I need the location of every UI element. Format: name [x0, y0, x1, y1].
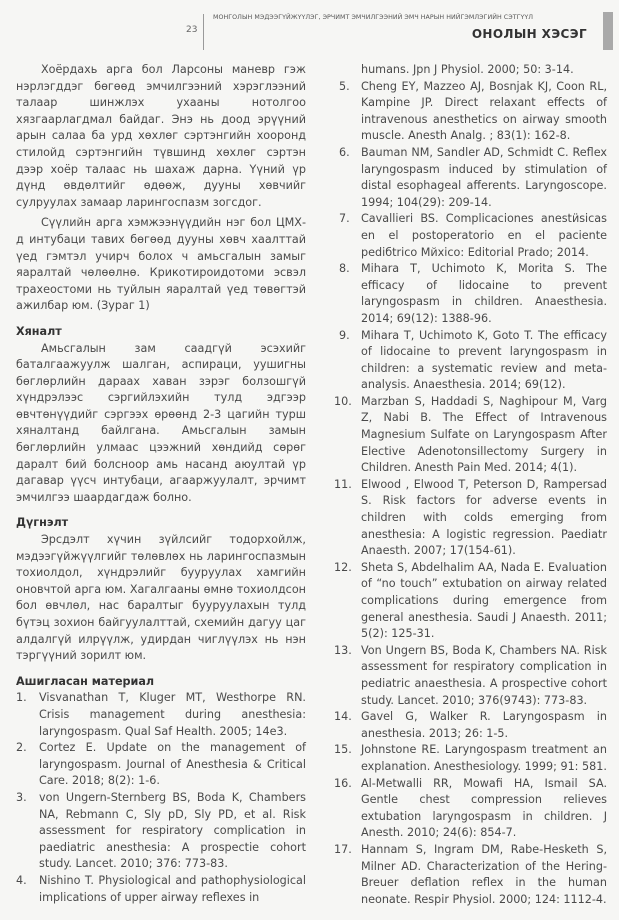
left-column — [16, 62, 306, 906]
reference-number: 13. — [334, 643, 352, 657]
section-tab-marker — [603, 12, 613, 50]
reference-number: 8. — [339, 262, 350, 276]
monitoring-heading: Хяналт — [16, 324, 62, 338]
right-column — [334, 62, 607, 908]
reference-text: Marzban S, Haddadi S, Naghipour M, Varg Z, Nabi B. The Effect of Intravenous Magnesium Sulfate on Laryngospasm After Elective Adenotonsillectomy Surgery in Children. Anesth Pain Med. 2014; 4(1). — [361, 394, 607, 475]
page-header — [0, 0, 619, 52]
reference-number: 14. — [334, 710, 352, 724]
conclusion-heading: Дүгнэлт — [16, 516, 69, 530]
reference-number: 5. — [339, 79, 350, 93]
reference-item — [339, 211, 607, 261]
reference-number: 11. — [334, 477, 352, 491]
references-heading: Ашигласан материал — [16, 674, 155, 688]
reference-text: Hannam S, Ingram DM, Rabe-Hesketh S, Milner AD. Characterization of the Hering-Breuer deflation reflex in the human neonate. Respir Physiol. 2000; 124: 1112-4. — [361, 842, 607, 906]
reference-item — [339, 145, 607, 211]
reference-continuation: humans. Jpn J Physiol. 2000; 50: 3-14. — [361, 63, 574, 76]
reference-item — [16, 690, 306, 740]
reference-item — [339, 261, 607, 327]
reference-text: Mihara T, Uchimoto K, Morita S. The efficacy of lidocaine to prevent laryngospasm in children. Anaesthesia. 2014; 69(12): 1388-96. — [361, 262, 607, 325]
body-paragraph: Сүүлийн арга хэмжээнүүдийн нэг бол ЦМХ-д интубаци тавих бөгөөд дууны хөвч хаалттай үед гэмтэл учирч болох ч амьсгалын замыг яаралтай чөлөөлнө. Крикотироидотоми эсвэл трахеостоми нь туйлын яаралтай үед төвөгтэй ажилбар юм. (Зураг 1) — [16, 216, 306, 313]
reference-list — [334, 79, 607, 909]
reference-number: 9. — [339, 328, 350, 342]
header-divider — [203, 14, 204, 50]
reference-number: 17. — [334, 842, 352, 856]
reference-item — [334, 477, 607, 560]
reference-text: Sheta S, Abdelhalim AA, Nada E. Evaluation of “no touch” extubation on airway related complications during emergence from general anesthesia. Saudi J Anaesth. 2011; 5(2): 125-31. — [361, 560, 607, 641]
reference-item — [16, 873, 306, 906]
section-title: ОНОЛЫН ХЭСЭГ — [471, 27, 587, 41]
reference-item — [334, 560, 607, 643]
reference-text: Al-Metwalli RR, Mowafi HA, Ismail SA. Gentle chest compression relieves extubation laryngospasm in children. J Anesth. 2010; 24(6): 854-7. — [361, 776, 607, 840]
reference-number: 4. — [16, 873, 27, 887]
journal-title: МОНГОЛЫН МЭДЭЭГҮЙЖҮҮЛЭГ, ЭРЧИМТ ЭМЧИЛГЭЭНИЙ ЭМЧ НАРЫН НИЙГЭМЛЭГИЙН СЭТГҮҮЛ — [213, 14, 534, 21]
reference-text: von Ungern-Sternberg BS, Boda K, Chambers NA, Rebmann C, Sly pD, Sly PD, et al. Risk assessment for respiratory complication in paediatric anesthesia: A prospectie cohort study. Lancet. 2010; 376: 773-83. — [39, 790, 306, 871]
reference-item — [339, 79, 607, 145]
reference-text: Von Ungern BS, Boda K, Chambers NA. Risk assessment for respiratory complication in pediatric anaesthesia. A prospective cohort study. Lancet. 2010; 376(9743): 773-83. — [361, 643, 607, 707]
page-number: 23 — [186, 25, 198, 35]
reference-number: 15. — [334, 743, 352, 757]
conclusion-paragraph: Эрсдэлт хүчин зүйлсийг тодорхойлж, мэдээгүйжүүлгийг төлөвлөх нь ларингоспазмын тохиолдол, хүндрэлийг бууруулах хамгийн оновчтой арга юм. Хагалгааны өмнө тохиолдсон бол өвчлөл, нас баралтыг бууруулахын тулд бүтэц зохион байгуулалттай, схемийн дагуу цаг алдалгүй илрүүлж, удирдан чиглүүлэх нь нэн тэргүүний зорилт юм. — [16, 533, 306, 663]
reference-text: Johnstone RE. Laryngospasm treatment an explanation. Anesthesiology. 1999; 91: 581. — [361, 743, 607, 773]
reference-number: 3. — [16, 790, 27, 804]
body-paragraph: Хоёрдахь арга бол Ларсоны маневр гэж нэрлэгддэг бөгөөд эмчилгээний хэрэглээний талаар шинжлэх ухааны нотолгоо хязгаарлагдмал байдаг. Энэ нь доод эрүүний арын салаа ба урд хөхлөг сэртэнгийн хооронд стилойд сэртэнгийн түвшинд хөхлөг сэртэн дээр хоёр талаас нь шахаж дарна. Үүний үр дүнд өвдөлтийг өдөөж, дууны хөвчийг сулруулах замаар ларингоспазм зогсдог. — [16, 63, 306, 209]
reference-text: Visvanathan T, Kluger MT, Westhorpe RN. Crisis management during anesthesia: laryngospasm. Qual Saf Health. 2005; 14e3. — [39, 691, 306, 738]
reference-item — [334, 394, 607, 477]
reference-item — [334, 709, 607, 742]
reference-item — [334, 742, 607, 775]
reference-number: 2. — [16, 741, 27, 755]
reference-text: Cortez E. Update on the management of laryngospasm. Journal of Anesthesia & Critical Care. 2018; 8(2): 1-6. — [39, 741, 306, 788]
reference-text: Cheng EY, Mazzeo AJ, Bosnjak KJ, Coon RL, Kampine JP. Direct relaxant effects of intravenous anesthetics on airway smooth muscle. Anesth Analg. ; 83(1): 162-8. — [361, 79, 607, 143]
reference-item — [334, 643, 607, 709]
reference-text: Mihara T, Uchimoto K, Goto T. The efficacy of lidocaine to prevent laryngospasm in children: a systematic review and meta-analysis. Anaesthesia. 2014; 69(12). — [361, 328, 607, 392]
reference-item — [334, 842, 607, 908]
reference-item — [339, 328, 607, 394]
reference-item — [334, 776, 607, 842]
reference-item — [16, 740, 306, 790]
reference-number: 10. — [334, 394, 352, 408]
reference-number: 7. — [339, 212, 350, 226]
reference-text: Gavel G, Walker R. Laryngospasm in anesthesia. 2013; 26: 1-5. — [361, 710, 607, 740]
reference-list — [16, 690, 306, 906]
reference-number: 16. — [334, 776, 352, 790]
reference-text: Nishino T. Physiological and pathophysiological implications of upper airway reflexes in — [39, 873, 306, 904]
reference-number: 6. — [339, 145, 350, 159]
monitoring-paragraph: Амьсгалын зам саадгүй эсэхийг баталгаажуулж шалган, аспираци, уушигны бөглөрлийн дараах хаван зэрэг болзошгүй хүндрэлээс сэргийлэхийн тулд эдгээр өвчтөнүүдийг сэргээх өрөөнд 2-3 цагийн турш хяналтанд байлгана. Амьсгалын замын бөглөрлийн улмаас цээжний хөндийд сөрөг даралт бий болсноор амь насанд аюултай үр дагавар үүсч интубаци, агааржуулалт, эрчимт эмчилгээ шаардагдаж болно. — [16, 341, 306, 504]
reference-item — [16, 790, 306, 873]
reference-text: Cavallieri BS. Complicaciones anestӥsicas en el postoperatorio en el paciente pediбtrico Mйxico: Editorial Prado; 2014. — [361, 212, 607, 259]
reference-number: 12. — [334, 560, 352, 574]
reference-number: 1. — [16, 691, 27, 705]
reference-text: Elwood , Elwood T, Peterson D, Rampersad S. Risk factors for adverse events in children with colds emerging from anesthesia: A logistic regression. Paediatr Anaesth. 2007; 17(154-61). — [361, 477, 607, 558]
reference-text: Bauman NM, Sandler AD, Schmidt C. Reflex laryngospasm induced by stimulation of distal esophageal afferents. Laryngoscope. 1994; 104(29): 209-14. — [361, 145, 607, 209]
